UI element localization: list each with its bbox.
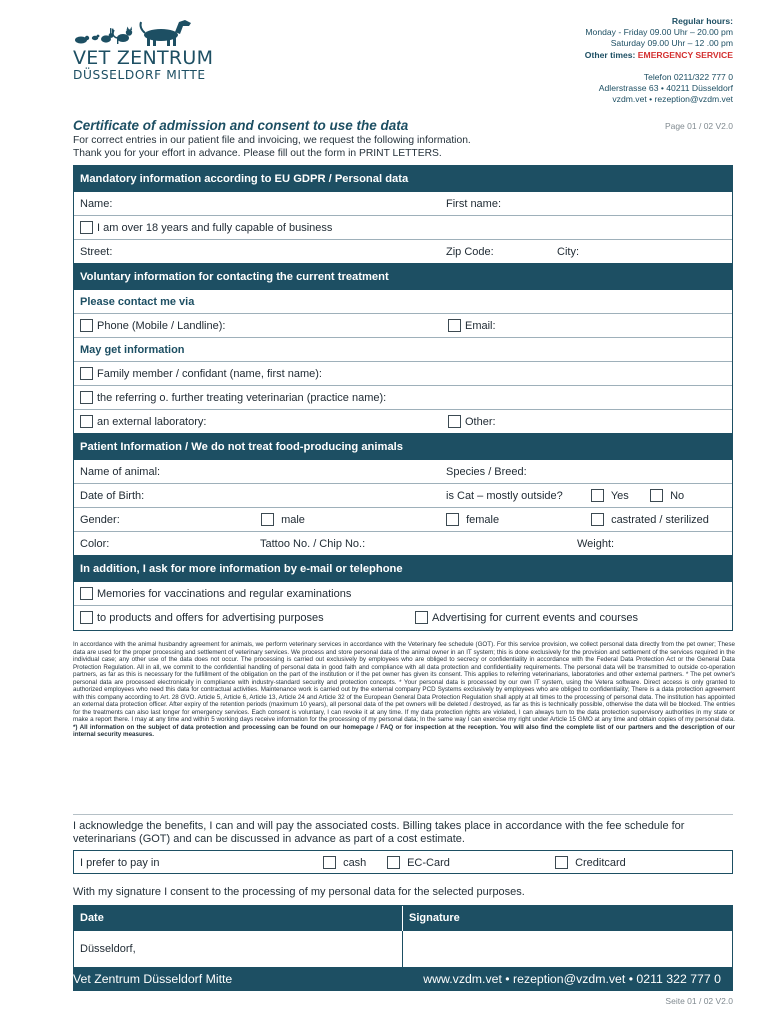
footer-contact: www.vzdm.vet • rezeption@vzdm.vet • 0211 322 777 0 bbox=[423, 972, 721, 986]
female-option[interactable] bbox=[446, 508, 499, 532]
products-checkbox[interactable] bbox=[80, 611, 93, 624]
color-field[interactable]: Color: bbox=[80, 538, 110, 550]
section-voluntary-header: Voluntary information for contacting the current treatment bbox=[74, 264, 732, 290]
date-place-field[interactable]: Düsseldorf, bbox=[74, 931, 403, 967]
dob-row bbox=[74, 484, 732, 508]
contact-info bbox=[585, 16, 733, 105]
advertising-option[interactable] bbox=[415, 606, 638, 630]
products-label: to products and offers for advertising purposes bbox=[97, 612, 324, 624]
vet-row bbox=[74, 386, 732, 410]
brand bbox=[73, 48, 213, 82]
intro-text bbox=[73, 135, 471, 160]
products-option[interactable] bbox=[80, 606, 324, 630]
hours-saturday: Saturday 09.00 Uhr – 12 .00 pm bbox=[610, 38, 733, 49]
advertising-checkbox[interactable] bbox=[415, 611, 428, 624]
male-checkbox[interactable] bbox=[261, 513, 274, 526]
page-number-top: Page 01 / 02 V2.0 bbox=[664, 121, 733, 131]
signature-table bbox=[73, 905, 733, 968]
female-checkbox[interactable] bbox=[446, 513, 459, 526]
signature-table-header bbox=[74, 906, 732, 931]
tattoo-chip-field[interactable]: Tattoo No. / Chip No.: bbox=[260, 538, 366, 550]
creditcard-option[interactable] bbox=[555, 851, 626, 875]
ec-card-label: EC-Card bbox=[407, 857, 450, 869]
lab-label: an external laboratory: bbox=[97, 416, 207, 428]
contact-row bbox=[74, 314, 732, 338]
signature-consent-text: With my signature I consent to the processing of my personal data for the selected purposes. bbox=[73, 886, 525, 898]
page-number-bottom: Seite 01 / 02 V2.0 bbox=[665, 996, 733, 1006]
ec-card-checkbox[interactable] bbox=[387, 856, 400, 869]
other-times-label: Other times: bbox=[584, 49, 636, 60]
castrated-label: castrated / sterilized bbox=[611, 514, 709, 526]
legal-body: In accordance with the animal husbandry agreement for animals, we perform veterinary services in accordance with the Veterinary fee schedule (GOT). For this service provision, we collect personal data directly from the pet owner; These data are used for the proper processing and settlement of veterinary services. We process and store personal data of the animal owner in an IT system; this is done exclusively for the provision and settlement of the services required in the individual case; any other use of the data does not occur. The processing is carried out exclusively by employees who are obliged to secrecy or confidentiality in accordance with the Federal Data Protection Act or the General Data Protection Regulation. All in all, we commit to the confidential handling of personal data in good faith and compliance with all data protection and confidentiality requirements. The personal data will be transmitted to outside co-operation partners, as far as this is necessary for the fulfillment of the obligation on the part of the institution or if the pet owner has given its consent. This applies to referring veterinarians, laboratories and other external partners. * The pet owner's personal data are processed electronically in compliance with industry-standard security and protection concepts. * Your personal data is processed by our own IT system, using the Vetera software. Direct access is only granted to authorized employees who need this data for contractual activities. Maintenance work is carried out by the external company PCD Systems exclusively by employees who are obliged to confidentiality; There is a data protection agreement with this company according to Art. 28 GVO. Article 5, Article 6, Article 13, Article 24 and Article 32 of the European General Data Protection Regulation shall apply at all times to the processing of personal data. The institution has appointed an external data protection officer. After expiry of the retention periods (maximum 10 years), all personal data of the pet owners will be deleted / destroyed, as far as this is technically possible, otherwise the data will be blocked. The entries for the treatments can also last longer for emergency services. Each consent is voluntary, I can revoke it at any time. If my data protection rights are violated, I can always turn to the data protection supervisory authorities in my state or make a report there. I may at any time and within 5 working days receive information for the processing of my personal data; In the same way I can exercise my right under Article 15 GMO at any time and obtain copies of my personal data. bbox=[73, 641, 735, 723]
other-checkbox[interactable] bbox=[448, 415, 461, 428]
animal-name-field[interactable]: Name of animal: bbox=[80, 466, 161, 478]
memories-checkbox[interactable] bbox=[80, 587, 93, 600]
city-field[interactable]: City: bbox=[557, 246, 579, 258]
animal-row bbox=[74, 460, 732, 484]
intro-line-1: For correct entries in our patient file and invoicing, we request the following information. bbox=[73, 135, 471, 146]
adult-label: I am over 18 years and fully capable of business bbox=[97, 222, 333, 234]
footer-practice-name: Vet Zentrum Düsseldorf Mitte bbox=[73, 972, 233, 986]
section-mandatory-header: Mandatory information according to EU GDPR / Personal data bbox=[74, 166, 732, 192]
cash-label: cash bbox=[343, 857, 367, 869]
family-row bbox=[74, 362, 732, 386]
no-checkbox[interactable] bbox=[650, 489, 663, 502]
vet-label: the referring o. further treating veterinarian (practice name): bbox=[97, 392, 387, 404]
acknowledgement-text: I acknowledge the benefits, I can and will pay the associated costs. Billing takes place in accordance with the fee schedule for veterinarians (GOT) and can be discussed in advance as part of a cost estimate. bbox=[73, 820, 685, 845]
hours-weekdays: Monday - Friday 09.00 Uhr – 20.00 pm bbox=[585, 27, 733, 38]
color-row bbox=[74, 532, 732, 556]
may-get-info-label: May get information bbox=[74, 338, 732, 362]
divider bbox=[73, 814, 733, 815]
gender-row bbox=[74, 508, 732, 532]
adult-option[interactable] bbox=[80, 216, 332, 240]
email-checkbox[interactable] bbox=[448, 319, 461, 332]
section-more-info-header: In addition, I ask for more information by e-mail or telephone bbox=[74, 556, 732, 582]
address: Adlerstrasse 63 • 40211 Düsseldorf bbox=[598, 83, 733, 94]
memories-option[interactable] bbox=[80, 582, 351, 606]
page-title: Certificate of admission and consent to use the data bbox=[73, 118, 409, 133]
phone-number: Telefon 0211/322 777 0 bbox=[643, 71, 733, 82]
signature-table-body bbox=[74, 931, 732, 967]
female-label: female bbox=[466, 514, 500, 526]
legal-note: *) All information on the subject of data protection and processing can be found on our homepage / FAQ or for inspection at the reception. You will also find the complete list of our partners and the description of our internal security measures. bbox=[73, 723, 735, 738]
date-header: Date bbox=[74, 906, 403, 931]
adult-checkbox[interactable] bbox=[80, 221, 93, 234]
other-label: Other: bbox=[465, 416, 496, 428]
other-option[interactable] bbox=[448, 410, 496, 434]
phone-label: Phone (Mobile / Landline): bbox=[97, 320, 226, 332]
yes-label: Yes bbox=[610, 490, 629, 502]
memories-label: Memories for vaccinations and regular examinations bbox=[97, 588, 352, 600]
cash-checkbox[interactable] bbox=[323, 856, 336, 869]
adult-row bbox=[74, 216, 732, 240]
no-option[interactable] bbox=[650, 484, 684, 508]
male-option[interactable] bbox=[261, 508, 305, 532]
yes-checkbox[interactable] bbox=[591, 489, 604, 502]
web-email: vzdm.vet • rezeption@vzdm.vet bbox=[612, 94, 733, 105]
cash-option[interactable] bbox=[323, 851, 366, 875]
gender-label: Gender: bbox=[80, 514, 120, 526]
data-protection-text bbox=[73, 641, 735, 739]
lab-checkbox[interactable] bbox=[80, 415, 93, 428]
admission-form bbox=[73, 165, 733, 631]
memories-row bbox=[74, 582, 732, 606]
yes-option[interactable] bbox=[591, 484, 629, 508]
other-times bbox=[585, 50, 733, 61]
section-patient-header: Patient Information / We do not treat food-producing animals bbox=[74, 434, 732, 460]
name-field[interactable]: Name: bbox=[80, 198, 113, 210]
male-label: male bbox=[281, 514, 305, 526]
castrated-option[interactable] bbox=[591, 508, 709, 532]
email-option[interactable] bbox=[448, 314, 496, 338]
phone-option[interactable] bbox=[80, 314, 225, 338]
family-option[interactable] bbox=[80, 362, 322, 386]
payment-row bbox=[73, 850, 733, 874]
weight-field[interactable]: Weight: bbox=[577, 538, 615, 550]
footer-bar bbox=[73, 967, 733, 991]
zip-field[interactable]: Zip Code: bbox=[446, 246, 494, 258]
signature-header: Signature bbox=[409, 912, 460, 924]
intro-line-2: Thank you for your effort in advance. Please fill out the form in PRINT LETTERS. bbox=[73, 147, 442, 159]
advertising-label: Advertising for current events and courses bbox=[432, 612, 639, 624]
animals-logo bbox=[73, 16, 198, 46]
contact-via-label: Please contact me via bbox=[74, 290, 732, 314]
creditcard-label: Creditcard bbox=[575, 857, 626, 869]
emergency-service: EMERGENCY SERVICE bbox=[637, 49, 733, 60]
products-row bbox=[74, 606, 732, 630]
payment-label: I prefer to pay in bbox=[80, 857, 160, 869]
first-name-field[interactable]: First name: bbox=[446, 198, 502, 210]
signature-field[interactable] bbox=[403, 931, 732, 967]
lab-option[interactable] bbox=[80, 410, 206, 434]
vet-option[interactable] bbox=[80, 386, 386, 410]
street-field[interactable]: Street: bbox=[80, 246, 113, 258]
cat-outside-label: is Cat – mostly outside? bbox=[446, 490, 563, 502]
family-checkbox[interactable] bbox=[80, 367, 93, 380]
family-label: Family member / confidant (name, first name): bbox=[97, 368, 322, 380]
brand-location: DÜSSELDORF MITTE bbox=[73, 68, 206, 82]
creditcard-checkbox[interactable] bbox=[555, 856, 568, 869]
ec-card-option[interactable] bbox=[387, 851, 450, 875]
email-label: Email: bbox=[465, 320, 496, 332]
lab-row bbox=[74, 410, 732, 434]
no-label: No bbox=[670, 490, 685, 502]
dob-field[interactable]: Date of Birth: bbox=[80, 490, 145, 502]
castrated-checkbox[interactable] bbox=[591, 513, 604, 526]
brand-name: VET ZENTRUM bbox=[73, 47, 214, 69]
address-row bbox=[74, 240, 732, 264]
name-row bbox=[74, 192, 732, 216]
hours-label: Regular hours: bbox=[671, 16, 733, 26]
vet-checkbox[interactable] bbox=[80, 391, 93, 404]
species-field[interactable]: Species / Breed: bbox=[446, 466, 527, 478]
phone-checkbox[interactable] bbox=[80, 319, 93, 332]
